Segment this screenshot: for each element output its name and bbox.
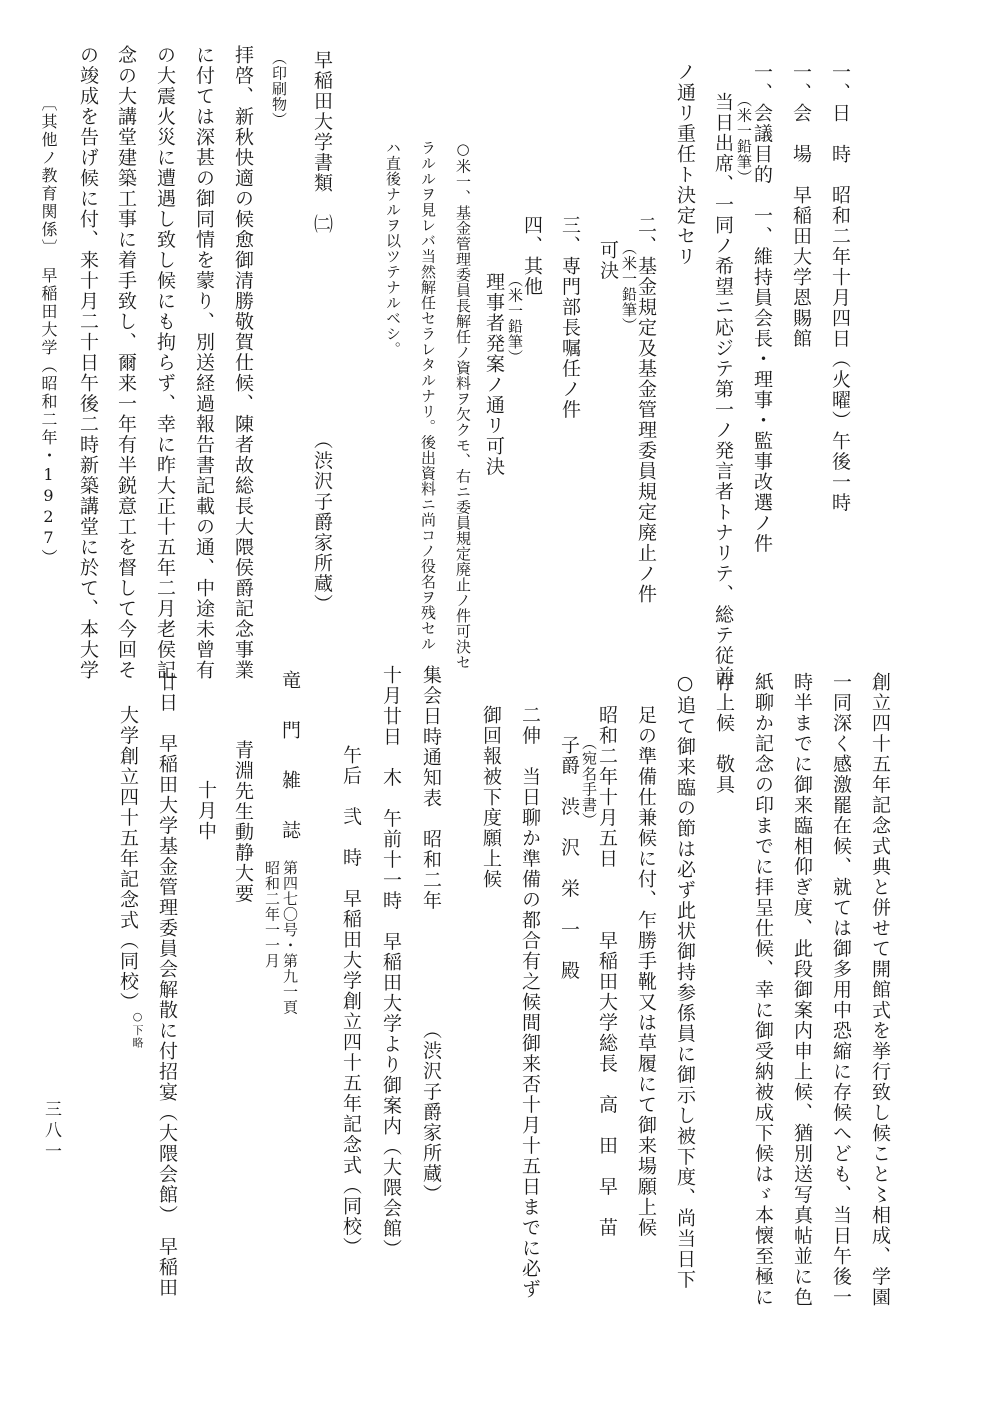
magazine-title: 竜 門 雑 誌 [279,670,301,845]
magazine-issue: 第四七〇号・第九一頁 [281,860,299,1015]
pencil-note-2: （米一鉛筆） [620,240,638,333]
schedule-source: （渋沢子爵家所蔵） [420,1020,442,1205]
magazine-entry-1: 廿日 早稲田大学基金管理委員会解散に付招宴（大隈会館） 早稲田 [156,672,178,1298]
magazine-heading: 青淵先生動静大要 [232,740,254,904]
schedule-title: 集会日時通知表 昭和二年 [420,665,442,911]
letter-line-1: 拝啓、新秋快適の候愈御清勝敬賀仕候、陳者故総長大隈侯爵記念事業 [232,45,254,681]
memo-line-1: ○米一、基金管理委員長解任ノ資料ヲ欠クモ、右ニ委員規定廃止ノ件可決セ [454,140,472,670]
letter-cont-3: 時半までに御来臨相仰ぎ度、此段御案内申上候、猶別送写真帖並に色 [791,672,813,1308]
item-purpose: 一、会議目的 一、維持員会長・理事・監事改選ノ件 [751,62,773,554]
reply-line-2: 御回報被下度願上候 [480,705,502,890]
memo-line-3: ハ直後ナルヲ以ツテナルベシ。 [384,140,402,357]
item-date: 一、日 時 昭和二年十月四日（火曜）午後一時 [829,62,851,513]
printed-label: （印刷物） [270,50,288,128]
attendance-line-1: 当日出席、一同ノ希望ニ応ジテ第一ノ発言者トナリテ、総テ従前 [712,92,734,687]
schedule-line-1: 十月廿日 木 午前十一時 早稲田大学より御案内（大隈会館） [380,665,402,1260]
addressee: 子爵 渋 沢 栄 一 殿 [558,735,580,981]
agenda-item-2: 二、基金規定及基金管理委員規定廃止ノ件 [635,215,657,605]
schedule-line-2: 午后 弐 時 早稲田大学創立四十五年記念式（同校） [340,745,362,1258]
letter-date-signature: 昭和二年十月五日 早稲田大学総長 高 田 早 苗 [596,705,618,1238]
section-source: （渋沢子爵家所蔵） [311,430,333,615]
pencil-note-3: （米一鉛筆） [506,272,524,365]
postscript-line-2: 足の準備仕兼候に付、乍勝手靴又は草履にて御来場願上候 [635,705,657,1238]
agenda-item-4: 四、其他 [521,215,543,297]
memo-line-2: ラルルヲ見レバ当然解任セラレタルナリ。後出資料ニ尚コノ役名ヲ残セル [419,140,437,652]
agenda-item-4-result: 理事者発案ノ通リ可決 [483,272,505,477]
page-number: 三八一 [41,1100,61,1163]
letter-line-4: 念の大講堂建築工事に着手致し、爾来一年有半鋭意工を督して今回そ [115,45,137,681]
agenda-item-2-result: 可決 [597,240,619,281]
item-venue: 一、会 場 早稲田大学恩賜館 [790,62,812,349]
letter-line-2: に付ては深甚の御同情を蒙り、別送経過報告書記載の通、中途未曾有 [193,45,215,681]
postscript-line-1: ○追て御来臨の節は必ず此状御持参係員に御示し被下度、尚当日下 [674,672,696,1290]
magazine-date: 昭和二年一一月 [263,860,281,969]
letter-cont-4: 紙聊か記念の印までに拝呈仕候、幸に御受納被成下候はゞ本懐至極に [752,672,774,1308]
letter-cont-5: 存上候 敬具 [713,672,735,795]
letter-cont-1: 創立四十五年記念式典と併せて開館式を挙行致し候こと〻相成、学園 [869,672,891,1308]
section-title: 早稲田大学書類 ㈡ [311,50,333,235]
addressee-note: （宛名手書） [580,735,598,828]
pencil-note-1: （米一鉛筆） [735,92,753,185]
abbreviation-mark: ○下略 [131,1010,144,1050]
reply-line-1: 二伸 当日聊か準備の都合有之候間御来否十月十五日までに必ず [519,705,541,1300]
agenda-item-3: 三、専門部長嘱任ノ件 [559,215,581,420]
magazine-entry-2: 大学創立四十五年記念式（同校） [117,705,139,1013]
letter-line-3: の大震火災に遭遇し致し候にも拘らず、幸に昨大正十五年二月老侯記 [154,45,176,681]
letter-cont-2: 一同深く感激罷在候、就ては御多用中恐縮に存候へども、当日午後一 [830,672,852,1308]
attendance-line-2: ノ通リ重任ト決定セリ [674,62,696,267]
letter-line-5: の竣成を告げ候に付、来十月二十日午後二時新築講堂に於て、本大学 [77,45,99,681]
magazine-month: 十月中 [195,780,217,842]
running-head: 〔其他ノ教育関係〕 早稲田大学（昭和二年・1927） [39,95,58,567]
